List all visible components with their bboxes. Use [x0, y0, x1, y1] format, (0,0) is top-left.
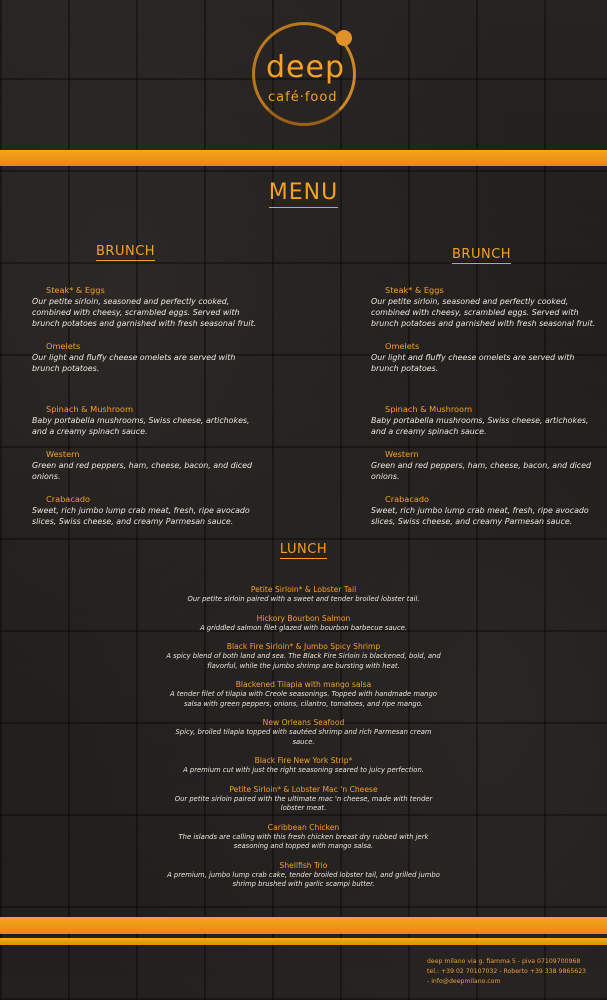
item-name: Crabacado	[385, 494, 430, 504]
item-name: Spinach & Mushroom	[46, 404, 134, 414]
menu-item	[371, 494, 601, 527]
menu-item	[164, 718, 444, 747]
item-name: Steak* & Eggs	[385, 285, 444, 295]
item-name: Steak* & Eggs	[46, 285, 105, 295]
item-name: Omelets	[385, 341, 420, 351]
item-desc: Sweet, rich jumbo lump crab meat, fresh, ripe avocado slices, Swiss cheese, and creamy Parmesan sauce.	[371, 506, 589, 526]
item-name: Shellfish Trio	[279, 860, 328, 870]
item-desc: Our light and fluffy cheese omelets are served with brunch potatoes.	[371, 353, 575, 373]
logo-name: deep	[266, 50, 345, 85]
menu-item	[32, 449, 262, 482]
brunch-right-heading	[452, 247, 601, 262]
item-desc: A premium cut with just the right seasoning seared to juicy perfection.	[183, 766, 424, 774]
item-desc: Our light and fluffy cheese omelets are served with brunch potatoes.	[32, 353, 236, 373]
lunch-section	[0, 542, 607, 899]
item-name: Petite Sirloin* & Lobster Tail	[250, 585, 357, 594]
menu-item	[164, 614, 444, 634]
menu-item	[32, 404, 262, 437]
menu-item	[164, 861, 444, 890]
item-desc: Green and red peppers, ham, cheese, bacon, and diced onions.	[371, 461, 592, 481]
menu-item	[32, 494, 262, 527]
item-desc: Spicy, broiled tilapia topped with sautéed shrimp and rich Parmesan cream sauce.	[175, 728, 432, 746]
item-name: Crabacado	[46, 494, 91, 504]
menu-item	[371, 449, 601, 482]
item-desc: Sweet, rich jumbo lump crab meat, fresh, ripe avocado slices, Swiss cheese, and creamy Parmesan sauce.	[32, 506, 250, 526]
footer-email[interactable]: - info@deepmilano.com	[427, 978, 501, 985]
item-desc: A premium, jumbo lump crab cake, tender broiled lobster tail, and grilled jumbo shrimp brushed with garlic scampi butter.	[167, 870, 440, 888]
item-name: Western	[385, 449, 419, 459]
brunch-left-heading-text: BRUNCH	[96, 244, 156, 259]
brunch-right-column	[371, 247, 601, 539]
brunch-left-heading	[96, 244, 262, 259]
item-desc: Green and red peppers, ham, cheese, bacon, and diced onions.	[32, 461, 253, 481]
logo-dot-icon	[336, 30, 352, 46]
menu-item	[32, 341, 262, 374]
item-desc: Our petite sirloin paired with a sweet and tender broiled lobster tail.	[187, 595, 420, 603]
menu-item	[164, 585, 444, 605]
menu-item	[164, 823, 444, 852]
top-orange-stripe	[0, 150, 607, 166]
menu-item	[164, 680, 444, 709]
item-name: Blackened Tilapia with mango salsa	[235, 680, 372, 689]
item-desc: Our petite sirloin, seasoned and perfectly cooked, combined with cheesy, scrambled eggs. Served with brunch potatoes and garnished with fresh seasonal fruit.	[371, 297, 596, 328]
logo-tagline: café·food	[268, 90, 338, 105]
item-name: Spinach & Mushroom	[385, 404, 473, 414]
item-desc: Our petite sirloin paired with the ultimate mac 'n cheese, made with tender lobster meat.	[174, 794, 433, 812]
footer-phone: tel.: +39 02 70107032 - Roberto +39 338 9865623	[427, 968, 587, 975]
item-desc: The islands are calling with this fresh chicken breast dry rubbed with jerk seasoning and topped with mango salsa.	[178, 832, 429, 850]
item-desc: A spicy blend of both land and sea. The Black Fire Sirloin is blackened, bold, and flavorful, while the jumbo shrimp are bursting with heat.	[166, 652, 441, 670]
item-name: Black Fire New York Strip*	[254, 756, 353, 765]
lunch-heading-text: LUNCH	[279, 542, 328, 557]
item-desc: Our petite sirloin, seasoned and perfectly cooked, combined with cheesy, scrambled eggs. Served with brunch potatoes and garnished with fresh seasonal fruit.	[32, 297, 257, 328]
menu-item	[371, 285, 601, 329]
menu-title	[0, 180, 607, 205]
item-name: Black Fire Sirloin* & Jumbo Spicy Shrimp	[226, 642, 381, 651]
item-name: Hickory Bourbon Salmon	[256, 613, 351, 623]
item-desc: A griddled salmon filet glazed with bourbon barbecue sauce.	[199, 623, 408, 632]
footer-contact	[427, 957, 603, 987]
item-name: New Orleans Seafood	[262, 718, 345, 727]
menu-title-text: MENU	[269, 180, 338, 208]
menu-item	[164, 756, 444, 776]
brunch-left-column	[32, 244, 262, 539]
menu-item	[164, 642, 444, 671]
logo	[248, 18, 368, 128]
item-name: Caribbean Chicken	[267, 822, 340, 832]
menu-item	[164, 785, 444, 814]
bottom-thin-stripe	[0, 938, 607, 945]
lunch-heading	[0, 542, 607, 557]
item-name: Petite Sirloin* & Lobster Mac 'n Cheese	[229, 784, 378, 794]
menu-item	[32, 285, 262, 329]
brunch-right-heading-text: BRUNCH	[452, 247, 512, 262]
item-desc: Baby portabella mushrooms, Swiss cheese, artichokes, and a creamy spinach sauce.	[371, 416, 589, 436]
menu-item	[371, 404, 601, 437]
footer-address: deep milano via g. fiamma 5 - piva 07109700968	[427, 958, 581, 965]
item-name: Omelets	[46, 341, 81, 351]
item-desc: A tender filet of tilapia with Creole seasonings. Topped with handmade mango salsa with green peppers, onions, cilantro, tomatoes, and ripe mango.	[170, 690, 437, 708]
menu-item	[371, 341, 601, 374]
item-desc: Baby portabella mushrooms, Swiss cheese, artichokes, and a creamy spinach sauce.	[32, 416, 250, 436]
item-name: Western	[46, 449, 80, 459]
bottom-orange-stripe	[0, 917, 607, 934]
